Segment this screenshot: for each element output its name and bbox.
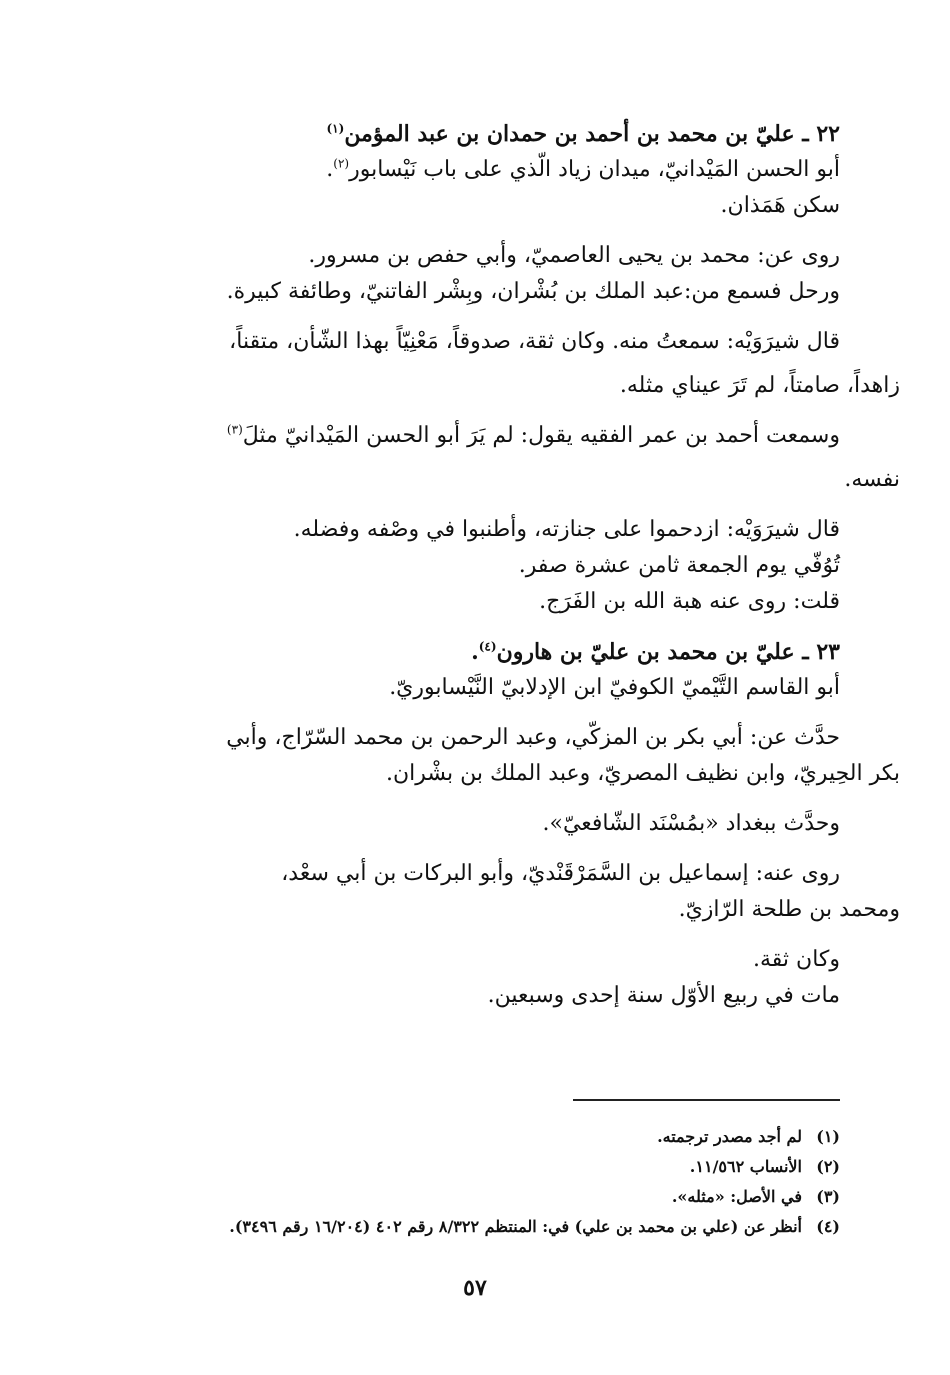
entry-23-trustworthy: وكان ثقة. <box>753 947 840 972</box>
main-text <box>110 116 900 1014</box>
entry-22-ahmad-quote-1 <box>110 418 840 454</box>
footnote-divider <box>573 1099 840 1101</box>
entry-22-note: قلت: روى عنه هبة الله بن الفَرَج. <box>539 589 840 614</box>
footnote-text: في الأصل: «مثله». <box>671 1187 802 1206</box>
footnote-ref-1: (١) <box>326 121 345 136</box>
entry-23-kunya: أبو القاسم التَّيْميّ الكوفيّ ابن الإدلابيّ النَّيْسابوريّ. <box>389 675 840 700</box>
entry-22-funeral: قال شيرَوَيْه: ازدحموا على جنازته، وأطنبوا في وصْفه وفضله. <box>293 517 840 542</box>
entry-23-narrated-1: حدَّث عن: أبي بكر بن المزكّي، وعبد الرحمن بن محمد السّرّاج، وأبي <box>226 725 840 750</box>
entry-22-kunya-text: أبو الحسن المَيْدانيّ، ميدان زياد الّذي على باب نَيْسابور <box>349 157 840 182</box>
entry-22-narrated-from: روى عن: محمد بن يحيى العاصميّ، وأبي حفص بن مسرور. <box>308 243 840 268</box>
entry-22-heading <box>110 116 840 152</box>
entry-22-travel: ورحل فسمع من:عبد الملك بن بُشْران، وبِشْر الفاتنيّ، وطائفة كبيرة. <box>226 279 840 304</box>
entry-22-kunya <box>110 152 840 188</box>
page-number: ٥٧ <box>463 1275 487 1301</box>
footnote-2 <box>100 1152 840 1182</box>
entry-23-narrators-2: ومحمد بن طلحة الرّازيّ. <box>678 897 900 922</box>
footnote-number: (٢) <box>816 1157 840 1176</box>
entry-23-narrators-1: روى عنه: إسماعيل بن السَّمَرْقَنْديّ، وأبو البركات بن أبي سعْد، <box>281 861 840 886</box>
entry-23-death: مات في ربيع الأوّل سنة إحدى وسبعين. <box>487 983 840 1008</box>
footnote-3 <box>100 1182 840 1212</box>
footnote-text: أنظر عن (علي بن محمد بن علي) في: المنتظم ٨/٣٢٢ رقم ٤٠٢ (١٦/٢٠٤ رقم ٣٤٩٦). <box>229 1217 802 1236</box>
entry-23-baghdad: وحدَّث ببغداد «بمُسْنَد الشّافعيّ». <box>542 811 840 836</box>
entry-22-ahmad-quote-2: نفسه. <box>844 467 900 492</box>
footnote-text: الأنساب ١١/٥٦٢. <box>689 1157 802 1176</box>
footnote-ref-4: (٤) <box>478 639 497 654</box>
entry-22-title: ٢٢ ـ عليّ بن محمد بن أحمد بن حمدان بن عبد المؤمن <box>344 121 840 147</box>
footnote-number: (٣) <box>816 1187 840 1206</box>
footnote-number: (٤) <box>816 1217 840 1236</box>
entry-23-narrated-2: بكر الحِيريّ، وابن نظيف المصريّ، وعبد الملك بن بشْران. <box>385 761 900 786</box>
footnote-ref-3: (٣) <box>226 422 243 437</box>
footnotes <box>100 1122 840 1242</box>
footnote-ref-2: (٢) <box>333 156 350 171</box>
entry-22-shirawayh-1: قال شيرَوَيْه: سمعتُ منه. وكان ثقة، صدوقاً، مَعْنِيّاً بهذا الشّأن، متقناً، <box>229 329 840 354</box>
entry-22-ahmad-quote-text: وسمعت أحمد بن عمر الفقيه يقول: لم يَرَ أبو الحسن المَيْدانيّ مثلَ <box>242 423 840 448</box>
footnote-4 <box>100 1212 840 1242</box>
entry-23-title: ٢٣ ـ عليّ بن محمد بن عليّ بن هارون <box>496 639 840 665</box>
footnote-1 <box>100 1122 840 1152</box>
entry-22-residence: سكن هَمَذان. <box>720 193 840 218</box>
entry-23-heading-end: . <box>471 639 479 665</box>
entry-23-heading <box>110 634 840 670</box>
entry-22-death: تُوُفّي يوم الجمعة ثامن عشرة صفر. <box>518 553 840 578</box>
entry-22-kunya-end: . <box>326 157 334 182</box>
footnote-number: (١) <box>816 1127 840 1146</box>
entry-22-shirawayh-2: زاهداً، صامتاً، لم تَرَ عيناي مثله. <box>619 373 900 398</box>
footnote-text: لم أجد مصدر ترجمته. <box>657 1127 802 1146</box>
